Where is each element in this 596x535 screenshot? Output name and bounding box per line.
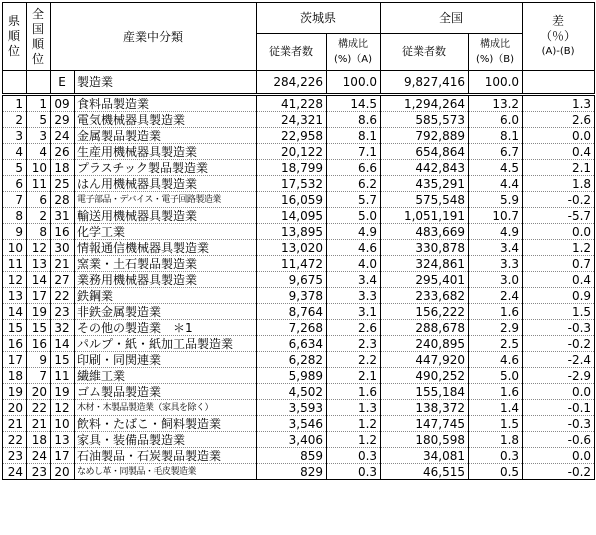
ken-rank-cell: 22 <box>3 432 27 448</box>
ibaraki-ratio-cell: 4.9 <box>327 224 381 240</box>
national-ratio-cell: 1.6 <box>469 384 523 400</box>
ibaraki-ratio-cell: 3.1 <box>327 304 381 320</box>
national-rank-cell: 3 <box>27 128 51 144</box>
industry-code-cell: 15 <box>51 352 75 368</box>
table-row <box>3 112 595 128</box>
national-rank-cell: 8 <box>27 224 51 240</box>
national-rank-cell: 13 <box>27 256 51 272</box>
industry-name-cell: 電子部品・デバイス・電子回路製造業 <box>75 192 257 208</box>
table-row <box>3 240 595 256</box>
national-workers-cell: 324,861 <box>381 256 469 272</box>
industry-name-cell: 化学工業 <box>75 224 257 240</box>
ibaraki-workers-cell: 22,958 <box>257 128 327 144</box>
ibaraki-ratio-cell: 3.4 <box>327 272 381 288</box>
national-rank-cell: 12 <box>27 240 51 256</box>
header-national: 全国 <box>381 3 523 34</box>
industry-code-cell: 13 <box>51 432 75 448</box>
industry-name-cell: 輸送用機械器具製造業 <box>75 208 257 224</box>
total-blank <box>3 71 27 95</box>
difference-cell: 0.4 <box>523 144 595 160</box>
total-ibaraki-ratio: 100.0 <box>327 71 381 95</box>
ibaraki-workers-cell: 4,502 <box>257 384 327 400</box>
header-ibaraki: 茨城県 <box>257 3 381 34</box>
national-ratio-cell: 3.3 <box>469 256 523 272</box>
difference-cell: 1.8 <box>523 176 595 192</box>
ken-rank-cell: 18 <box>3 368 27 384</box>
header-national-rank-line: 位 <box>31 51 44 66</box>
difference-cell: 2.1 <box>523 160 595 176</box>
ibaraki-workers-cell: 3,546 <box>257 416 327 432</box>
ibaraki-ratio-cell: 4.0 <box>327 256 381 272</box>
ken-rank-cell: 10 <box>3 240 27 256</box>
industry-name-cell: なめし革・同製品・毛皮製造業 <box>75 464 257 480</box>
header-national-workers: 従業者数 <box>381 34 469 71</box>
national-rank-cell: 6 <box>27 192 51 208</box>
ibaraki-ratio-cell: 2.6 <box>327 320 381 336</box>
industry-employment-table <box>2 2 595 480</box>
ken-rank-cell: 7 <box>3 192 27 208</box>
ibaraki-ratio-cell: 7.1 <box>327 144 381 160</box>
industry-name-cell: 非鉄金属製造業 <box>75 304 257 320</box>
ken-rank-cell: 20 <box>3 400 27 416</box>
national-rank-cell: 2 <box>27 208 51 224</box>
table-row <box>3 320 595 336</box>
ibaraki-ratio-cell: 5.7 <box>327 192 381 208</box>
total-name: 製造業 <box>75 71 257 95</box>
table-row <box>3 464 595 480</box>
table-row <box>3 224 595 240</box>
national-ratio-cell: 1.6 <box>469 304 523 320</box>
ibaraki-ratio-cell: 1.2 <box>327 432 381 448</box>
industry-code-cell: 30 <box>51 240 75 256</box>
difference-cell: 0.0 <box>523 224 595 240</box>
difference-cell: -0.2 <box>523 464 595 480</box>
difference-cell: 0.4 <box>523 272 595 288</box>
ken-rank-cell: 23 <box>3 448 27 464</box>
national-workers-cell: 792,889 <box>381 128 469 144</box>
industry-name-cell: 家具・装備品製造業 <box>75 432 257 448</box>
ken-rank-cell: 9 <box>3 224 27 240</box>
industry-name-cell: 窯業・土石製品製造業 <box>75 256 257 272</box>
header-ratio-line: (%)（A) <box>334 54 373 65</box>
table-row <box>3 400 595 416</box>
table-row <box>3 176 595 192</box>
industry-name-cell: はん用機械器具製造業 <box>75 176 257 192</box>
national-workers-cell: 155,184 <box>381 384 469 400</box>
ibaraki-workers-cell: 6,634 <box>257 336 327 352</box>
header-national-rank <box>27 3 51 71</box>
header-national-rank-line: 全 <box>31 6 44 21</box>
ibaraki-workers-cell: 8,764 <box>257 304 327 320</box>
national-rank-cell: 14 <box>27 272 51 288</box>
ibaraki-workers-cell: 3,593 <box>257 400 327 416</box>
ibaraki-ratio-cell: 0.3 <box>327 448 381 464</box>
industry-code-cell: 18 <box>51 160 75 176</box>
table-row <box>3 384 595 400</box>
total-ibaraki-workers: 284,226 <box>257 71 327 95</box>
national-workers-cell: 147,745 <box>381 416 469 432</box>
ibaraki-workers-cell: 20,122 <box>257 144 327 160</box>
table-row <box>3 352 595 368</box>
ibaraki-workers-cell: 11,472 <box>257 256 327 272</box>
ken-rank-cell: 24 <box>3 464 27 480</box>
national-ratio-cell: 2.4 <box>469 288 523 304</box>
ibaraki-ratio-cell: 2.2 <box>327 352 381 368</box>
ibaraki-workers-cell: 859 <box>257 448 327 464</box>
difference-cell: 1.2 <box>523 240 595 256</box>
header-ken-rank-line: 位 <box>7 44 20 58</box>
industry-table-container <box>2 2 595 480</box>
table-row <box>3 128 595 144</box>
national-ratio-cell: 6.0 <box>469 112 523 128</box>
header-ken-rank <box>3 3 27 71</box>
difference-cell: 0.0 <box>523 448 595 464</box>
ken-rank-cell: 17 <box>3 352 27 368</box>
national-ratio-cell: 8.1 <box>469 128 523 144</box>
ibaraki-ratio-cell: 2.1 <box>327 368 381 384</box>
header-ken-rank-line: 順 <box>7 29 20 43</box>
ken-rank-cell: 15 <box>3 320 27 336</box>
national-rank-cell: 18 <box>27 432 51 448</box>
table-row <box>3 192 595 208</box>
industry-name-cell: 石油製品・石炭製品製造業 <box>75 448 257 464</box>
industry-name-cell: 繊維工業 <box>75 368 257 384</box>
national-workers-cell: 585,573 <box>381 112 469 128</box>
difference-cell: 1.5 <box>523 304 595 320</box>
industry-code-cell: 28 <box>51 192 75 208</box>
header-row-top <box>3 3 595 34</box>
table-row <box>3 336 595 352</box>
national-rank-cell: 1 <box>27 95 51 112</box>
industry-code-cell: 31 <box>51 208 75 224</box>
difference-cell: 0.0 <box>523 128 595 144</box>
national-workers-cell: 180,598 <box>381 432 469 448</box>
industry-code-cell: 25 <box>51 176 75 192</box>
industry-code-cell: 27 <box>51 272 75 288</box>
national-workers-cell: 156,222 <box>381 304 469 320</box>
header-national-rank-line: 順 <box>31 36 44 51</box>
industry-name-cell: パルプ・紙・紙加工品製造業 <box>75 336 257 352</box>
industry-code-cell: 23 <box>51 304 75 320</box>
national-ratio-cell: 5.9 <box>469 192 523 208</box>
ken-rank-cell: 3 <box>3 128 27 144</box>
industry-name-cell: 生産用機械器具製造業 <box>75 144 257 160</box>
ken-rank-cell: 8 <box>3 208 27 224</box>
ken-rank-cell: 4 <box>3 144 27 160</box>
total-code: E <box>51 71 75 95</box>
table-row <box>3 144 595 160</box>
national-rank-cell: 10 <box>27 160 51 176</box>
industry-name-cell: ゴム製品製造業 <box>75 384 257 400</box>
national-workers-cell: 240,895 <box>381 336 469 352</box>
national-workers-cell: 330,878 <box>381 240 469 256</box>
industry-code-cell: 32 <box>51 320 75 336</box>
difference-cell: 0.7 <box>523 256 595 272</box>
national-ratio-cell: 0.3 <box>469 448 523 464</box>
national-rank-cell: 9 <box>27 352 51 368</box>
header-ibaraki-ratio <box>327 34 381 71</box>
table-row <box>3 368 595 384</box>
industry-code-cell: 22 <box>51 288 75 304</box>
national-ratio-cell: 4.5 <box>469 160 523 176</box>
industry-name-cell: 食料品製造業 <box>75 95 257 112</box>
national-rank-cell: 19 <box>27 304 51 320</box>
ken-rank-cell: 13 <box>3 288 27 304</box>
national-rank-cell: 11 <box>27 176 51 192</box>
header-national-rank-line: 国 <box>31 21 44 36</box>
total-national-workers: 9,827,416 <box>381 71 469 95</box>
industry-code-cell: 09 <box>51 95 75 112</box>
national-ratio-cell: 2.5 <box>469 336 523 352</box>
ibaraki-ratio-cell: 6.6 <box>327 160 381 176</box>
ken-rank-cell: 2 <box>3 112 27 128</box>
industry-name-cell: 金属製品製造業 <box>75 128 257 144</box>
national-ratio-cell: 4.4 <box>469 176 523 192</box>
table-row <box>3 256 595 272</box>
ibaraki-ratio-cell: 1.2 <box>327 416 381 432</box>
ibaraki-workers-cell: 13,895 <box>257 224 327 240</box>
industry-name-cell: 電気機械器具製造業 <box>75 112 257 128</box>
industry-code-cell: 29 <box>51 112 75 128</box>
industry-name-cell: 業務用機械器具製造業 <box>75 272 257 288</box>
industry-name-cell: 木材・木製品製造業（家具を除く） <box>75 400 257 416</box>
table-row <box>3 95 595 112</box>
ibaraki-workers-cell: 24,321 <box>257 112 327 128</box>
ken-rank-cell: 11 <box>3 256 27 272</box>
industry-code-cell: 10 <box>51 416 75 432</box>
header-ibaraki-workers: 従業者数 <box>257 34 327 71</box>
ibaraki-ratio-cell: 2.3 <box>327 336 381 352</box>
table-row <box>3 272 595 288</box>
industry-code-cell: 20 <box>51 464 75 480</box>
ibaraki-ratio-cell: 6.2 <box>327 176 381 192</box>
table-row <box>3 160 595 176</box>
ibaraki-workers-cell: 9,675 <box>257 272 327 288</box>
ibaraki-workers-cell: 41,228 <box>257 95 327 112</box>
national-workers-cell: 1,294,264 <box>381 95 469 112</box>
ibaraki-ratio-cell: 0.3 <box>327 464 381 480</box>
national-ratio-cell: 4.6 <box>469 352 523 368</box>
industry-code-cell: 11 <box>51 368 75 384</box>
total-national-ratio: 100.0 <box>469 71 523 95</box>
difference-cell: -0.1 <box>523 400 595 416</box>
industry-rows <box>3 95 595 480</box>
ibaraki-workers-cell: 13,020 <box>257 240 327 256</box>
header-difference <box>523 3 595 71</box>
ibaraki-ratio-cell: 1.3 <box>327 400 381 416</box>
national-workers-cell: 442,843 <box>381 160 469 176</box>
header-ken-rank-line: 県 <box>7 14 20 28</box>
national-workers-cell: 447,920 <box>381 352 469 368</box>
header-difference-line: (A)-(B) <box>541 46 575 57</box>
ibaraki-workers-cell: 3,406 <box>257 432 327 448</box>
ibaraki-ratio-cell: 5.0 <box>327 208 381 224</box>
header-ratio-line: 構成比 <box>338 39 369 50</box>
total-blank <box>27 71 51 95</box>
national-rank-cell: 23 <box>27 464 51 480</box>
national-workers-cell: 1,051,191 <box>381 208 469 224</box>
ibaraki-ratio-cell: 14.5 <box>327 95 381 112</box>
ken-rank-cell: 12 <box>3 272 27 288</box>
ken-rank-cell: 6 <box>3 176 27 192</box>
ken-rank-cell: 1 <box>3 95 27 112</box>
header-industry: 産業中分類 <box>51 3 257 71</box>
national-workers-cell: 575,548 <box>381 192 469 208</box>
ibaraki-workers-cell: 14,095 <box>257 208 327 224</box>
industry-name-cell: その他の製造業 ＊1 <box>75 320 257 336</box>
difference-cell: -0.6 <box>523 432 595 448</box>
national-workers-cell: 233,682 <box>381 288 469 304</box>
ken-rank-cell: 14 <box>3 304 27 320</box>
ibaraki-ratio-cell: 8.6 <box>327 112 381 128</box>
national-ratio-cell: 10.7 <box>469 208 523 224</box>
national-ratio-cell: 1.4 <box>469 400 523 416</box>
national-workers-cell: 435,291 <box>381 176 469 192</box>
ibaraki-workers-cell: 16,059 <box>257 192 327 208</box>
total-difference <box>523 71 595 95</box>
header-ratio-line: 構成比 <box>480 39 511 50</box>
national-rank-cell: 7 <box>27 368 51 384</box>
ken-rank-cell: 19 <box>3 384 27 400</box>
difference-cell: -2.9 <box>523 368 595 384</box>
ibaraki-workers-cell: 7,268 <box>257 320 327 336</box>
industry-name-cell: 鉄鋼業 <box>75 288 257 304</box>
ibaraki-workers-cell: 9,378 <box>257 288 327 304</box>
table-row <box>3 304 595 320</box>
national-ratio-cell: 6.7 <box>469 144 523 160</box>
ibaraki-ratio-cell: 3.3 <box>327 288 381 304</box>
industry-name-cell: 印刷・同関連業 <box>75 352 257 368</box>
table-row <box>3 448 595 464</box>
national-rank-cell: 17 <box>27 288 51 304</box>
industry-code-cell: 12 <box>51 400 75 416</box>
national-workers-cell: 654,864 <box>381 144 469 160</box>
national-ratio-cell: 1.5 <box>469 416 523 432</box>
industry-code-cell: 26 <box>51 144 75 160</box>
industry-name-cell: プラスチック製品製造業 <box>75 160 257 176</box>
national-rank-cell: 15 <box>27 320 51 336</box>
national-ratio-cell: 3.0 <box>469 272 523 288</box>
industry-code-cell: 17 <box>51 448 75 464</box>
header-difference-line: 差 <box>552 14 565 28</box>
difference-cell: -0.3 <box>523 416 595 432</box>
total-row <box>3 71 595 95</box>
table-row <box>3 432 595 448</box>
ken-rank-cell: 21 <box>3 416 27 432</box>
national-rank-cell: 21 <box>27 416 51 432</box>
national-ratio-cell: 4.9 <box>469 224 523 240</box>
header-national-ratio <box>469 34 523 71</box>
national-rank-cell: 4 <box>27 144 51 160</box>
ibaraki-ratio-cell: 1.6 <box>327 384 381 400</box>
national-ratio-cell: 1.8 <box>469 432 523 448</box>
national-rank-cell: 20 <box>27 384 51 400</box>
difference-cell: -2.4 <box>523 352 595 368</box>
national-workers-cell: 34,081 <box>381 448 469 464</box>
national-ratio-cell: 2.9 <box>469 320 523 336</box>
difference-cell: 2.6 <box>523 112 595 128</box>
difference-cell: -0.2 <box>523 336 595 352</box>
national-workers-cell: 490,252 <box>381 368 469 384</box>
ken-rank-cell: 5 <box>3 160 27 176</box>
ibaraki-workers-cell: 6,282 <box>257 352 327 368</box>
table-row <box>3 416 595 432</box>
ibaraki-workers-cell: 17,532 <box>257 176 327 192</box>
industry-code-cell: 24 <box>51 128 75 144</box>
industry-code-cell: 16 <box>51 224 75 240</box>
ken-rank-cell: 16 <box>3 336 27 352</box>
difference-cell: -5.7 <box>523 208 595 224</box>
national-rank-cell: 5 <box>27 112 51 128</box>
difference-cell: -0.2 <box>523 192 595 208</box>
national-workers-cell: 138,372 <box>381 400 469 416</box>
industry-code-cell: 21 <box>51 256 75 272</box>
national-workers-cell: 288,678 <box>381 320 469 336</box>
ibaraki-workers-cell: 829 <box>257 464 327 480</box>
national-rank-cell: 24 <box>27 448 51 464</box>
industry-name-cell: 飲料・たばこ・飼料製造業 <box>75 416 257 432</box>
difference-cell: 1.3 <box>523 95 595 112</box>
difference-cell: 0.0 <box>523 384 595 400</box>
table-row <box>3 288 595 304</box>
ibaraki-ratio-cell: 4.6 <box>327 240 381 256</box>
header-ratio-line: (%)（B) <box>476 54 515 65</box>
national-ratio-cell: 5.0 <box>469 368 523 384</box>
difference-cell: -0.3 <box>523 320 595 336</box>
header-difference-line: （％） <box>540 29 577 43</box>
national-workers-cell: 483,669 <box>381 224 469 240</box>
national-rank-cell: 22 <box>27 400 51 416</box>
ibaraki-ratio-cell: 8.1 <box>327 128 381 144</box>
table-row <box>3 208 595 224</box>
ibaraki-workers-cell: 18,799 <box>257 160 327 176</box>
national-ratio-cell: 13.2 <box>469 95 523 112</box>
national-ratio-cell: 0.5 <box>469 464 523 480</box>
industry-code-cell: 14 <box>51 336 75 352</box>
national-workers-cell: 295,401 <box>381 272 469 288</box>
difference-cell: 0.9 <box>523 288 595 304</box>
ibaraki-workers-cell: 5,989 <box>257 368 327 384</box>
national-rank-cell: 16 <box>27 336 51 352</box>
industry-code-cell: 19 <box>51 384 75 400</box>
industry-name-cell: 情報通信機械器具製造業 <box>75 240 257 256</box>
national-ratio-cell: 3.4 <box>469 240 523 256</box>
national-workers-cell: 46,515 <box>381 464 469 480</box>
